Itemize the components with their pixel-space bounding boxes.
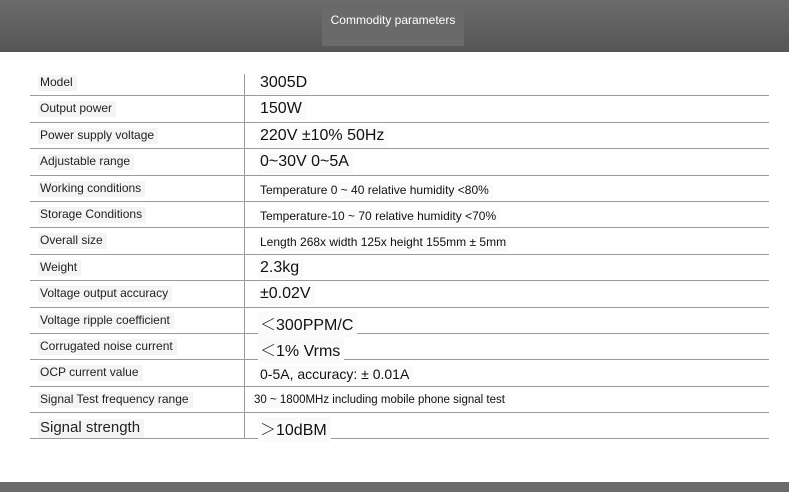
param-label: Overall size [38, 233, 107, 249]
table-row [30, 149, 769, 175]
param-value: Length 268x width 125x height 155mm ± 5mm [258, 235, 510, 251]
param-label: Power supply voltage [38, 128, 158, 144]
param-label: Voltage ripple coefficient [38, 313, 174, 329]
param-value: 3005D [258, 74, 311, 94]
param-label: Corrugated noise current [38, 339, 177, 355]
param-value: 2.3kg [258, 259, 303, 279]
table-row [30, 334, 769, 360]
table-row [30, 413, 769, 439]
table-row [30, 387, 769, 413]
param-label: Signal Test frequency range [38, 392, 193, 408]
param-value: ＞10dBM [258, 417, 331, 442]
param-value: ＜1% Vrms [258, 338, 344, 363]
param-label: Weight [38, 260, 81, 276]
param-label: Model [38, 75, 77, 91]
page-title: Commodity parameters [322, 8, 464, 46]
param-value: 0~30V 0~5A [258, 153, 353, 173]
param-value: Temperature 0 ~ 40 relative humidity <80% [258, 183, 493, 199]
param-label: Adjustable range [38, 154, 134, 170]
param-value: 30 ~ 1800MHz including mobile phone signal test [252, 394, 509, 408]
table-row [30, 96, 769, 122]
param-label: Working conditions [38, 181, 145, 197]
param-label: Output power [38, 101, 116, 117]
table-row [30, 308, 769, 334]
param-value: Temperature-10 ~ 70 relative humidity <70% [258, 209, 500, 225]
param-value: ＜300PPM/C [258, 312, 357, 337]
param-label: Voltage output accuracy [38, 286, 172, 302]
table-row [30, 70, 769, 96]
table-row [30, 176, 769, 202]
param-value: 150W [258, 100, 306, 120]
header-bar [0, 0, 789, 52]
param-value: 0-5A, accuracy: ± 0.01A [258, 366, 413, 384]
parameters-table [30, 70, 769, 439]
param-label: Signal strength [38, 419, 144, 438]
param-label: Storage Conditions [38, 207, 146, 223]
param-value: 220V ±10% 50Hz [258, 127, 388, 147]
table-row [30, 255, 769, 281]
table-row [30, 202, 769, 228]
table-row [30, 123, 769, 149]
param-label: OCP current value [38, 365, 143, 381]
param-value: ±0.02V [258, 285, 315, 305]
table-row [30, 228, 769, 254]
table-row [30, 360, 769, 386]
footer-bar [0, 482, 789, 492]
table-row [30, 281, 769, 307]
